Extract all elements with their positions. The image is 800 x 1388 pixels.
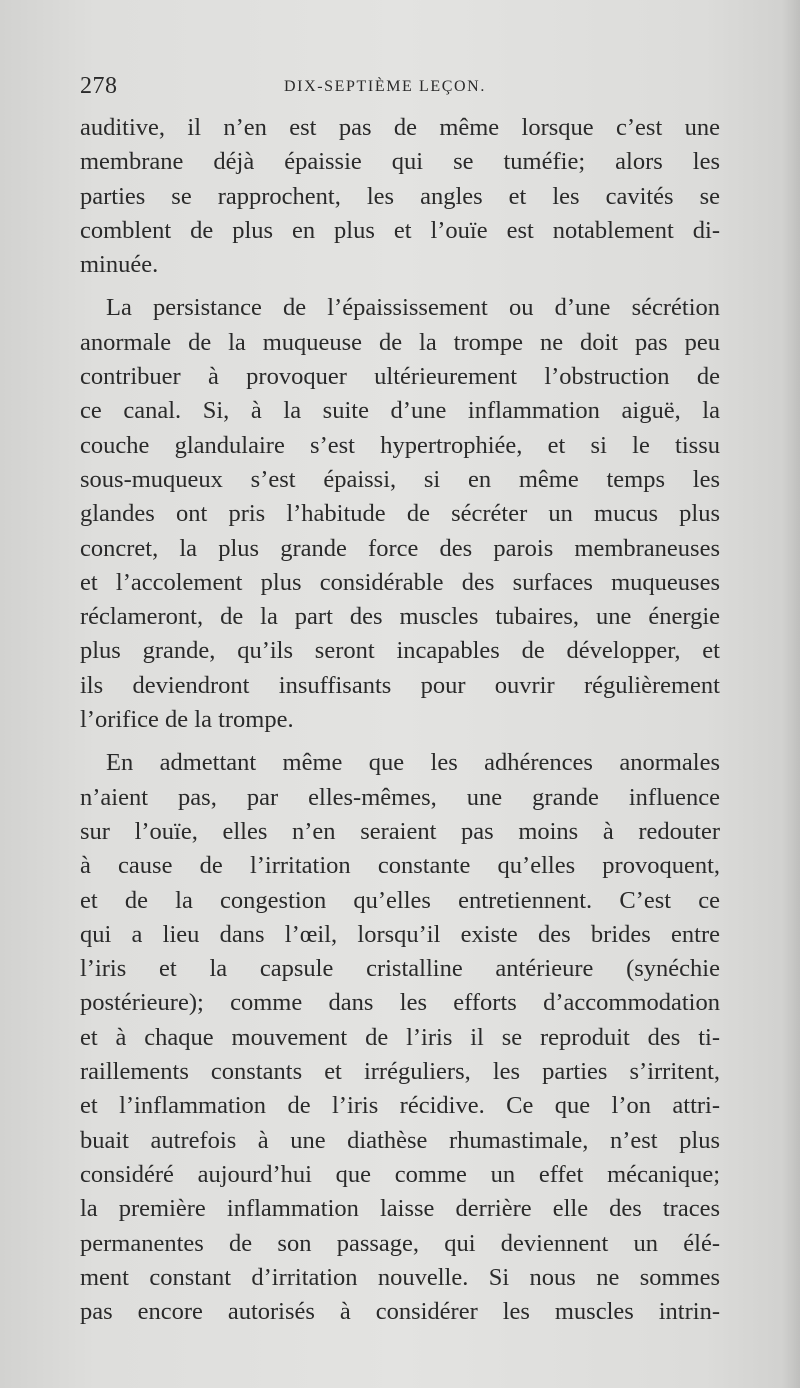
text-line: auditive, il n’en est pas de même lorsque c’est une [80, 114, 720, 141]
text-line: réclameront, de la part des muscles tubaires, une énergie [80, 603, 720, 631]
text-line: n’aient pas, par elles-mêmes, une grande influence [80, 783, 720, 811]
text-line: la première inflammation laisse derrière elle des traces [80, 1195, 720, 1223]
text-line: ils deviendront insuffisants pour ouvrir régulièrement [80, 671, 720, 699]
running-title: DIX-SEPTIÈME LEÇON. [284, 78, 486, 95]
text-line: et de la congestion qu’elles entretiennent. C’est ce [80, 886, 720, 914]
page-edge-shadow [782, 0, 800, 1388]
text-line: permanentes de son passage, qui deviennent un élé- [80, 1229, 720, 1257]
text-line: couche glandulaire s’est hypertrophiée, et si le tissu [80, 431, 720, 459]
text-line: ment constant d’irritation nouvelle. Si nous ne sommes [80, 1263, 720, 1291]
text-line: et l’accolement plus considérable des surfaces muqueuses [80, 568, 720, 596]
text-line: plus grande, qu’ils seront incapables de développer, et [80, 637, 720, 665]
text-line: glandes ont pris l’habitude de sécréter un mucus plus [80, 500, 720, 528]
text-line: à cause de l’irritation constante qu’elles provoquent, [80, 852, 720, 880]
text-line: l’iris et la capsule cristalline antérieure (synéchie [80, 955, 720, 983]
text-line: concret, la plus grande force des parois membraneuses [80, 534, 720, 562]
text-line: sous-muqueux s’est épaissi, si en même temps les [80, 465, 720, 493]
page-header [80, 68, 720, 104]
text-line: anormale de la muqueuse de la trompe ne doit pas peu [80, 328, 720, 356]
text-line: qui a lieu dans l’œil, lorsqu’il existe des brides entre [80, 920, 720, 948]
text-line: pas encore autorisés à considérer les muscles intrin- [80, 1298, 720, 1326]
text-line: parties se rapprochent, les angles et les cavités se [80, 182, 720, 210]
text-line: En admettant même que les adhérences anormales [106, 749, 720, 777]
paragraph [80, 111, 720, 282]
paragraph-gap [80, 737, 720, 746]
text-line: l’orifice de la trompe. [80, 706, 294, 734]
text-line: contribuer à provoquer ultérieurement l’obstruction de [80, 363, 720, 391]
paragraph [80, 291, 720, 737]
page-number: 278 [80, 73, 118, 99]
body-text [80, 111, 720, 1329]
text-line: buait autrefois à une diathèse rhumastimale, n’est plus [80, 1126, 720, 1154]
text-line: postérieure); comme dans les efforts d’accommodation [80, 989, 720, 1017]
text-line: ce canal. Si, à la suite d’une inflammation aiguë, la [80, 397, 720, 425]
paragraph [80, 746, 720, 1329]
text-line: membrane déjà épaissie qui se tuméfie; alors les [80, 148, 720, 176]
text-line: considéré aujourd’hui que comme un effet mécanique; [80, 1160, 720, 1188]
text-line: minuée. [80, 251, 159, 279]
text-line: et à chaque mouvement de l’iris il se reproduit des ti- [80, 1023, 720, 1051]
text-line: raillements constants et irréguliers, les parties s’irritent, [80, 1058, 720, 1086]
text-line: La persistance de l’épaississement ou d’une sécrétion [106, 294, 720, 322]
text-line: et l’inflammation de l’iris récidive. Ce que l’on attri- [80, 1092, 720, 1120]
text-line: sur l’ouïe, elles n’en seraient pas moins à redouter [80, 817, 720, 845]
text-line: comblent de plus en plus et l’ouïe est notablement di- [80, 216, 720, 244]
paragraph-gap [80, 282, 720, 291]
